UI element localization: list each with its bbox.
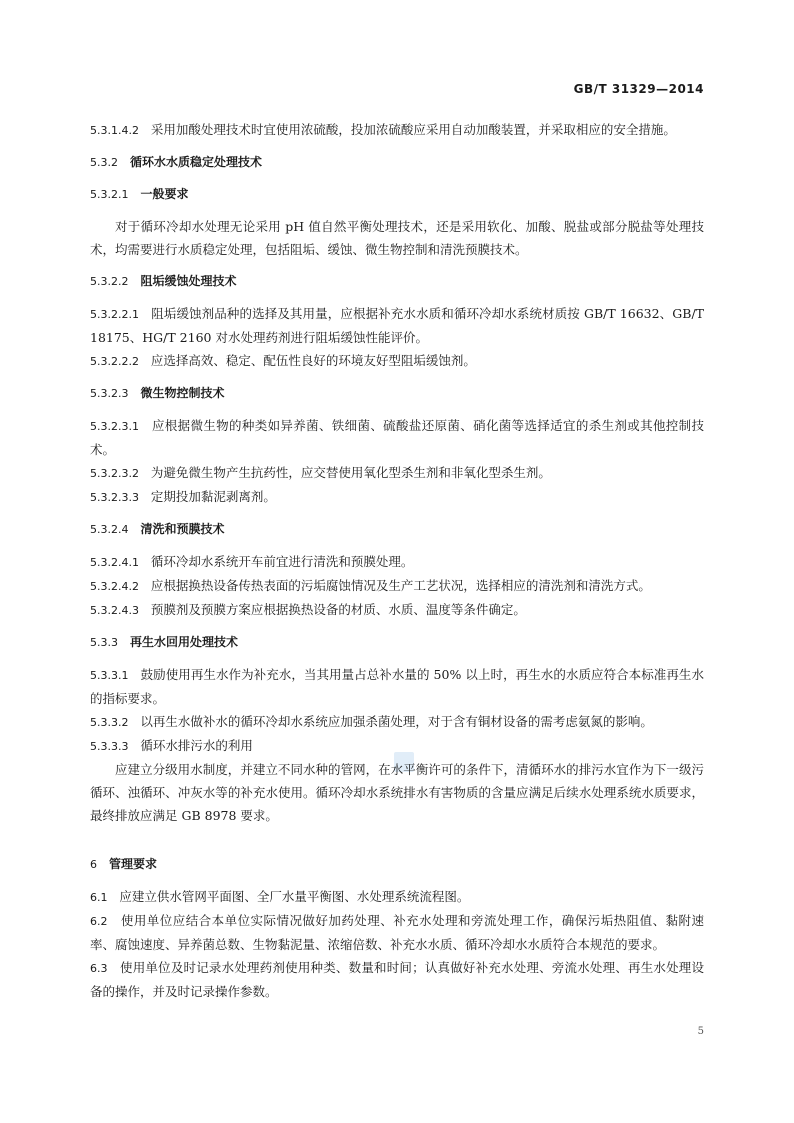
clause-text: 应建立供水管网平面图、全厂水量平衡图、水处理系统流程图。 xyxy=(119,889,470,904)
paragraph-5-3-2-1: 对于循环冷却水处理无论采用 pH 值自然平衡处理技术，还是采用软化、加酸、脱盐或部分脱盐等处理技术，均需要进行水质稳定处理，包括阻垢、缓蚀、微生物控制和清洗预膜技术。 xyxy=(90,219,704,257)
clause-number: 5.3.2.2.2 xyxy=(90,355,139,368)
clause-5-3-2-4-3 xyxy=(90,598,704,622)
clause-number: 5.3.3.1 xyxy=(90,669,129,682)
heading-5-3-2-2 xyxy=(90,270,704,293)
clause-5-3-3-1 xyxy=(90,663,704,710)
clause-text: 以再生水做补水的循环冷却水系统应加强杀菌处理，对于含有铜材设备的需考虑氨氮的影响。 xyxy=(140,714,653,729)
page-number: 5 xyxy=(697,1026,704,1037)
clause-5-3-3-2 xyxy=(90,710,704,734)
clause-text: 定期投加黏泥剥离剂。 xyxy=(150,489,276,504)
heading-title: 阻垢缓蚀处理技术 xyxy=(140,274,237,288)
clause-text: 使用单位及时记录水处理药剂使用种类、数量和时间；认真做好补充水处理、旁流水处理、再生水处理设备的操作，并及时记录操作参数。 xyxy=(90,960,704,999)
heading-number: 5.3.3 xyxy=(90,636,118,649)
heading-title: 管理要求 xyxy=(109,857,158,871)
clause-5-3-2-4-2 xyxy=(90,574,704,598)
clause-5-3-2-3-3 xyxy=(90,485,704,509)
heading-number: 6 xyxy=(90,858,97,871)
clause-number: 5.3.2.3.3 xyxy=(90,491,139,504)
clause-number: 5.3.3.2 xyxy=(90,716,129,729)
heading-title: 微生物控制技术 xyxy=(140,386,225,400)
standard-code: GB/T 31329—2014 xyxy=(573,82,704,96)
clause-text: 循环冷却水系统开车前宜进行清洗和预膜处理。 xyxy=(150,554,414,569)
heading-number: 5.3.2.2 xyxy=(90,275,129,288)
clause-5-3-2-2-2 xyxy=(90,349,704,373)
clause-number: 5.3.2.4.1 xyxy=(90,556,139,569)
clause-number: 5.3.1.4.2 xyxy=(90,124,139,137)
clause-5-3-1-4-2 xyxy=(90,118,704,142)
heading-number: 5.3.2 xyxy=(90,156,118,169)
clause-number: 5.3.2.4.3 xyxy=(90,604,139,617)
heading-number: 5.3.2.4 xyxy=(90,523,129,536)
clause-6-2 xyxy=(90,909,704,956)
clause-number: 5.3.2.3.2 xyxy=(90,467,139,480)
heading-5-3-2-3 xyxy=(90,382,704,405)
clause-number: 6.2 xyxy=(90,915,108,928)
heading-5-3-2-4 xyxy=(90,518,704,541)
heading-5-3-2-1 xyxy=(90,183,704,206)
clause-text: 采用加酸处理技术时宜使用浓硫酸，投加浓硫酸应采用自动加酸装置，并采取相应的安全措施。 xyxy=(150,122,676,137)
clause-number: 6.3 xyxy=(90,962,108,975)
clause-number: 6.1 xyxy=(90,891,108,904)
document-body xyxy=(90,118,704,1003)
heading-number: 5.3.2.1 xyxy=(90,188,129,201)
clause-text: 应根据微生物的种类如异养菌、铁细菌、硫酸盐还原菌、硝化菌等选择适宜的杀生剂或其他控制技术。 xyxy=(90,418,704,457)
clause-text: 阻垢缓蚀剂品种的选择及其用量，应根据补充水水质和循环冷却水系统材质按 GB/T 16632、GB/T 18175、HG/T 2160 对水处理药剂进行阻垢缓蚀性能评价。 xyxy=(90,306,704,345)
clause-number: 5.3.3.3 xyxy=(90,740,129,753)
clause-text: 预膜剂及预膜方案应根据换热设备的材质、水质、温度等条件确定。 xyxy=(150,602,526,617)
clause-5-3-2-2-1 xyxy=(90,302,704,349)
clause-text: 使用单位应结合本单位实际情况做好加药处理、补充水处理和旁流处理工作，确保污垢热阻值、黏附速率、腐蚀速度、异养菌总数、生物黏泥量、浓缩倍数、补充水水质、循环冷却水水质符合本规范的要求。 xyxy=(90,913,705,952)
paragraph-5-3-3-3: 应建立分级用水制度，并建立不同水种的管网，在水平衡许可的条件下，清循环水的排污水宜作为下一级污循环、浊循环、冲灰水等的补充水使用。循环冷却水系统排水有害物质的含量应满足后续水处理系统水质要求，最终排放应满足 GB 8978 要求。 xyxy=(90,762,704,823)
clause-text: 应选择高效、稳定、配伍性良好的环境友好型阻垢缓蚀剂。 xyxy=(150,353,476,368)
clause-number: 5.3.2.4.2 xyxy=(90,580,139,593)
heading-title: 清洗和预膜技术 xyxy=(140,522,225,536)
clause-text: 循环水排污水的利用 xyxy=(140,738,253,753)
heading-title: 再生水回用处理技术 xyxy=(130,635,239,649)
heading-5-3-2 xyxy=(90,151,704,174)
heading-6 xyxy=(90,853,704,876)
clause-6-1 xyxy=(90,885,704,909)
heading-title: 一般要求 xyxy=(140,187,189,201)
heading-title: 循环水水质稳定处理技术 xyxy=(130,155,263,169)
clause-number: 5.3.2.2.1 xyxy=(90,308,139,321)
clause-5-3-2-3-2 xyxy=(90,461,704,485)
clause-text: 应根据换热设备传热表面的污垢腐蚀情况及生产工艺状况，选择相应的清洗剂和清洗方式。 xyxy=(150,578,651,593)
heading-number: 5.3.2.3 xyxy=(90,387,129,400)
clause-5-3-2-3-1 xyxy=(90,414,704,461)
clause-text: 鼓励使用再生水作为补充水，当其用量占总补水量的 50% 以上时，再生水的水质应符合本标准再生水的指标要求。 xyxy=(90,667,704,706)
clause-5-3-2-4-1 xyxy=(90,550,704,574)
clause-5-3-3-3 xyxy=(90,734,704,758)
clause-6-3 xyxy=(90,956,704,1003)
clause-number: 5.3.2.3.1 xyxy=(90,420,139,433)
heading-5-3-3 xyxy=(90,631,704,654)
clause-text: 为避免微生物产生抗药性，应交替使用氧化型杀生剂和非氧化型杀生剂。 xyxy=(150,465,551,480)
